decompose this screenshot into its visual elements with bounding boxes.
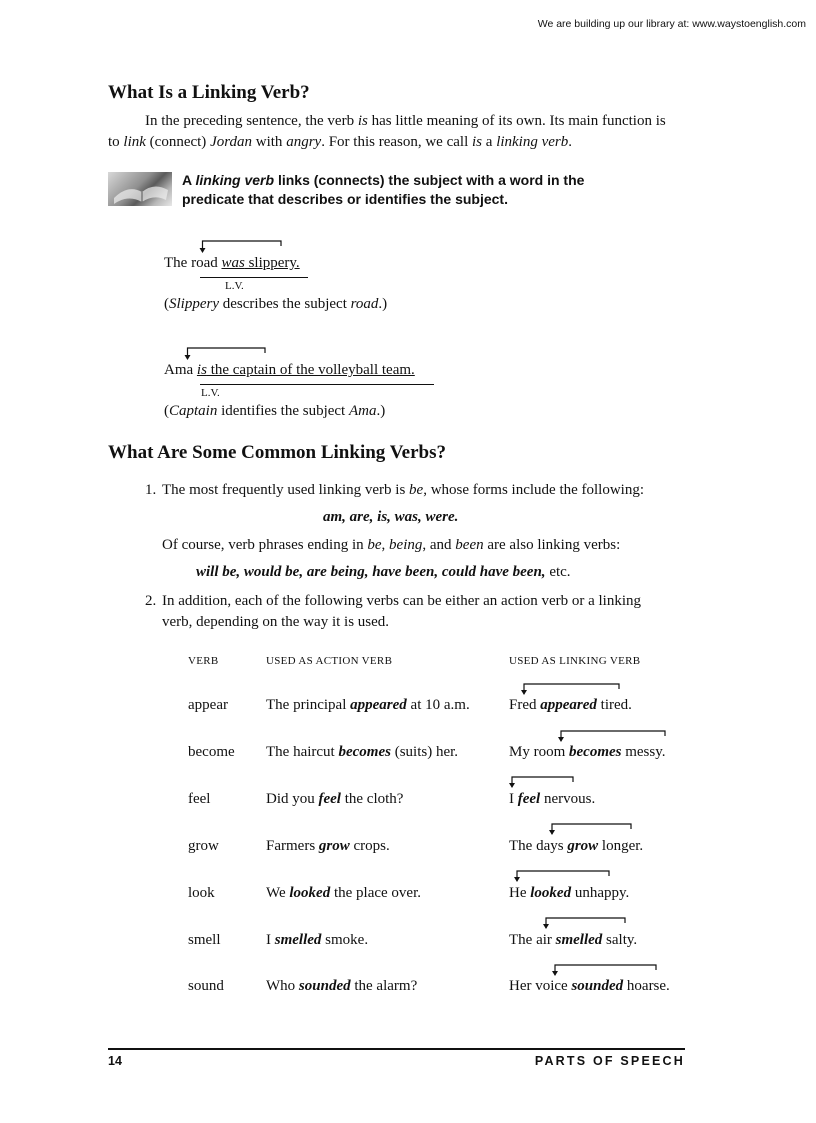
table-row-linking: I feel nervous. xyxy=(509,791,596,807)
table-row-verb: smell xyxy=(188,932,221,948)
link-arrow-look xyxy=(517,871,609,881)
table-row-action: We looked the place over. xyxy=(266,885,421,901)
link-arrow-become xyxy=(561,731,665,741)
example1-sentence: The road was slippery. xyxy=(164,255,300,271)
footer-rule xyxy=(108,1048,685,1050)
example1-note: (Slippery describes the subject road.) xyxy=(164,296,388,312)
footer-section-title: PARTS OF SPEECH xyxy=(534,1054,685,1068)
link-arrow-sound xyxy=(555,965,656,975)
list-item-2-number: 2. xyxy=(145,593,157,609)
verb-phrases-examples: will be, would be, are being, have been, could have been, etc. xyxy=(196,564,571,580)
list-item-2-text: In addition, each of the following verbs can be either an action verb or a linking verb, depending on the way it is used. xyxy=(162,593,642,630)
page-number: 14 xyxy=(108,1054,122,1068)
link-arrow-appear xyxy=(524,684,619,694)
verb-phrases-intro: Of course, verb phrases ending in be, being, and been are also linking verbs: xyxy=(162,537,621,553)
example2-note: (Captain identifies the subject Ama.) xyxy=(164,403,386,419)
link-arrow-smell xyxy=(546,918,625,928)
table-row-action: I smelled smoke. xyxy=(266,932,369,948)
header-note: We are building up our library at: www.waystoenglish.com xyxy=(537,18,806,30)
table-row-linking: Fred appeared tired. xyxy=(509,697,632,713)
list-item-1-number: 1. xyxy=(145,482,157,498)
section-heading-common-linking-verbs: What Are Some Common Linking Verbs? xyxy=(108,442,447,463)
table-row-linking: He looked unhappy. xyxy=(509,885,630,901)
table-row-action: Did you feel the cloth? xyxy=(266,791,404,807)
table-row-action: The principal appeared at 10 a.m. xyxy=(266,697,470,713)
list-item-1-text: The most frequently used linking verb is be, whose forms include the following: xyxy=(162,482,645,498)
intro-paragraph: In the preceding sentence, the verb is has little meaning of its own. Its main function is to link (connect) Jordan with angry. For this reason, we call is a linking verb. xyxy=(108,113,666,150)
table-row-verb: grow xyxy=(188,838,219,854)
link-arrow-feel xyxy=(512,777,573,787)
table-row-verb: look xyxy=(188,885,215,901)
column-header-action: USED AS ACTION VERB xyxy=(266,655,393,667)
link-arrow-grow xyxy=(552,824,631,834)
be-forms: am, are, is, was, were. xyxy=(323,509,459,525)
definition-callout: A linking verb links (connects) the subject with a word in the predicate that describes or identifies the subject. xyxy=(182,172,585,207)
table-row-action: The haircut becomes (suits) her. xyxy=(266,744,459,760)
table-row-linking: My room becomes messy. xyxy=(509,744,666,760)
example2-sentence: Ama is the captain of the volleyball team. xyxy=(164,362,415,378)
column-header-verb: VERB xyxy=(188,655,219,667)
table-row-linking: Her voice sounded hoarse. xyxy=(509,978,670,994)
table-row-action: Farmers grow crops. xyxy=(266,838,390,854)
table-row-verb: appear xyxy=(188,697,228,713)
table-row-verb: sound xyxy=(188,978,224,994)
table-row-linking: The days grow longer. xyxy=(509,838,644,854)
table-row-verb: feel xyxy=(188,791,211,807)
example2-lv-label: L.V. xyxy=(201,387,220,399)
example1-lv-label: L.V. xyxy=(225,280,244,292)
table-row-action: Who sounded the alarm? xyxy=(266,978,418,994)
table-row-verb: become xyxy=(188,744,235,760)
table-row-linking: The air smelled salty. xyxy=(509,932,638,948)
section-heading-linking-verb: What Is a Linking Verb? xyxy=(108,82,310,103)
column-header-linking: USED AS LINKING VERB xyxy=(509,655,641,667)
